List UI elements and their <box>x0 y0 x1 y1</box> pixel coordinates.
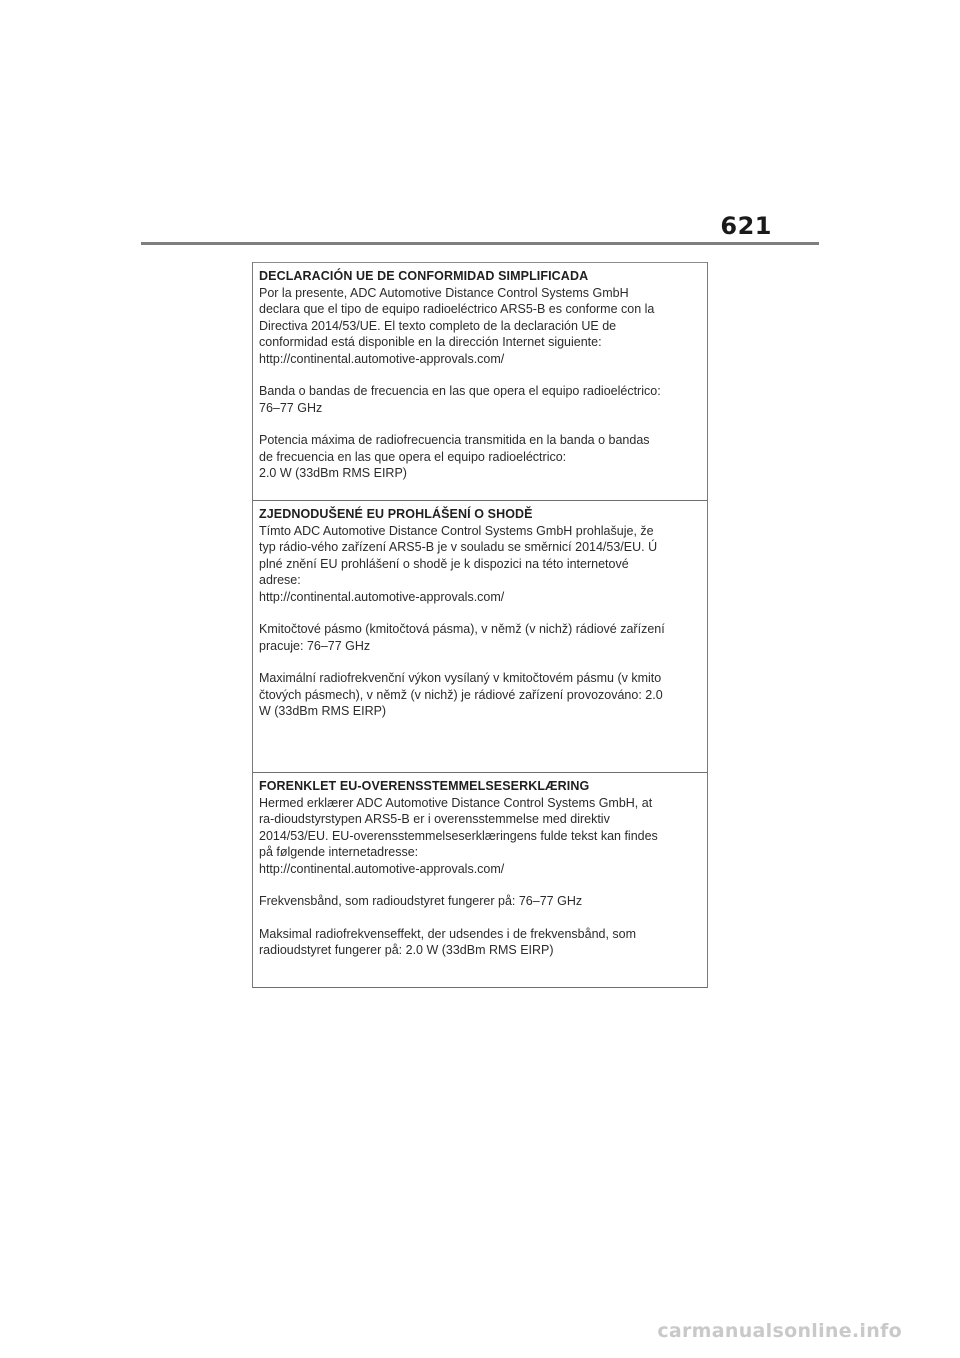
section-eu-prohlaseni <box>253 500 707 772</box>
header-rule <box>141 242 819 245</box>
declaration-box <box>252 262 708 988</box>
section-paragraph: Potencia máxima de radiofrecuencia transmitida en la banda o bandas de frecuencia en las que opera el equipo radioeléctrico: 2.0 W (33dBm RMS EIRP) <box>259 433 650 480</box>
section-eu-overensstemmelse <box>253 772 707 988</box>
section-paragraph: Por la presente, ADC Automotive Distance Control Systems GmbH declara que el tipo de equipo radioeléctrico ARS5-B es conforme con la Directiva 2014/53/UE. El texto completo de la declaración UE de conformidad está disponible en la dirección Internet siguiente: http://continental.automotive-approvals.com/ <box>259 285 655 366</box>
section-paragraph: Banda o bandas de frecuencia en las que opera el equipo radioeléctrico: 76–77 GHz <box>259 384 661 415</box>
section-declaracion-ue <box>253 262 707 500</box>
section-title: FORENKLET EU-OVERENSSTEMMELSESERKLÆRING <box>259 779 590 793</box>
section-paragraph: Frekvensbånd, som radioudstyret fungerer på: 76–77 GHz <box>259 894 583 908</box>
section-paragraph: Maksimal radiofrekvenseffekt, der udsendes i de frekvensbånd, som radioudstyret fungerer på: 2.0 W (33dBm RMS EIRP) <box>259 926 637 957</box>
section-paragraph: Hermed erklærer ADC Automotive Distance Control Systems GmbH, at ra-dioudstyrstypen ARS5-B er i overensstemmelse med direktiv 2014/53/EU. EU-overensstemmelseserklæringens fulde tekst kan findes på følgende internetadresse: http://continental.automotive-approvals.com/ <box>259 795 658 876</box>
section-paragraph: Tímto ADC Automotive Distance Control Systems GmbH prohlašuje, že typ rádio-vého zařízení ARS5-B je v souladu se směrnicí 2014/53/EU. Ú plné znění EU prohlášení o shodě je k dispozici na této internetové adrese: http://continental.automotive-approvals.com/ <box>259 523 658 604</box>
section-paragraph: Maximální radiofrekvenční výkon vysílaný v kmitočtovém pásmu (v kmito čtových pásmech), v němž (v nichž) je rádiové zařízení provozováno: 2.0 W (33dBm RMS EIRP) <box>259 671 663 718</box>
section-title: ZJEDNODUŠENÉ EU PROHLÁŠENÍ O SHODĚ <box>259 507 533 521</box>
footer-watermark: carmanualsonline.info <box>657 1320 902 1342</box>
page-number: 621 <box>720 212 772 240</box>
section-title: DECLARACIÓN UE DE CONFORMIDAD SIMPLIFICADA <box>259 269 589 283</box>
section-paragraph: Kmitočtové pásmo (kmitočtová pásma), v němž (v nichž) rádiové zařízení pracuje: 76–77 GHz <box>259 622 665 653</box>
